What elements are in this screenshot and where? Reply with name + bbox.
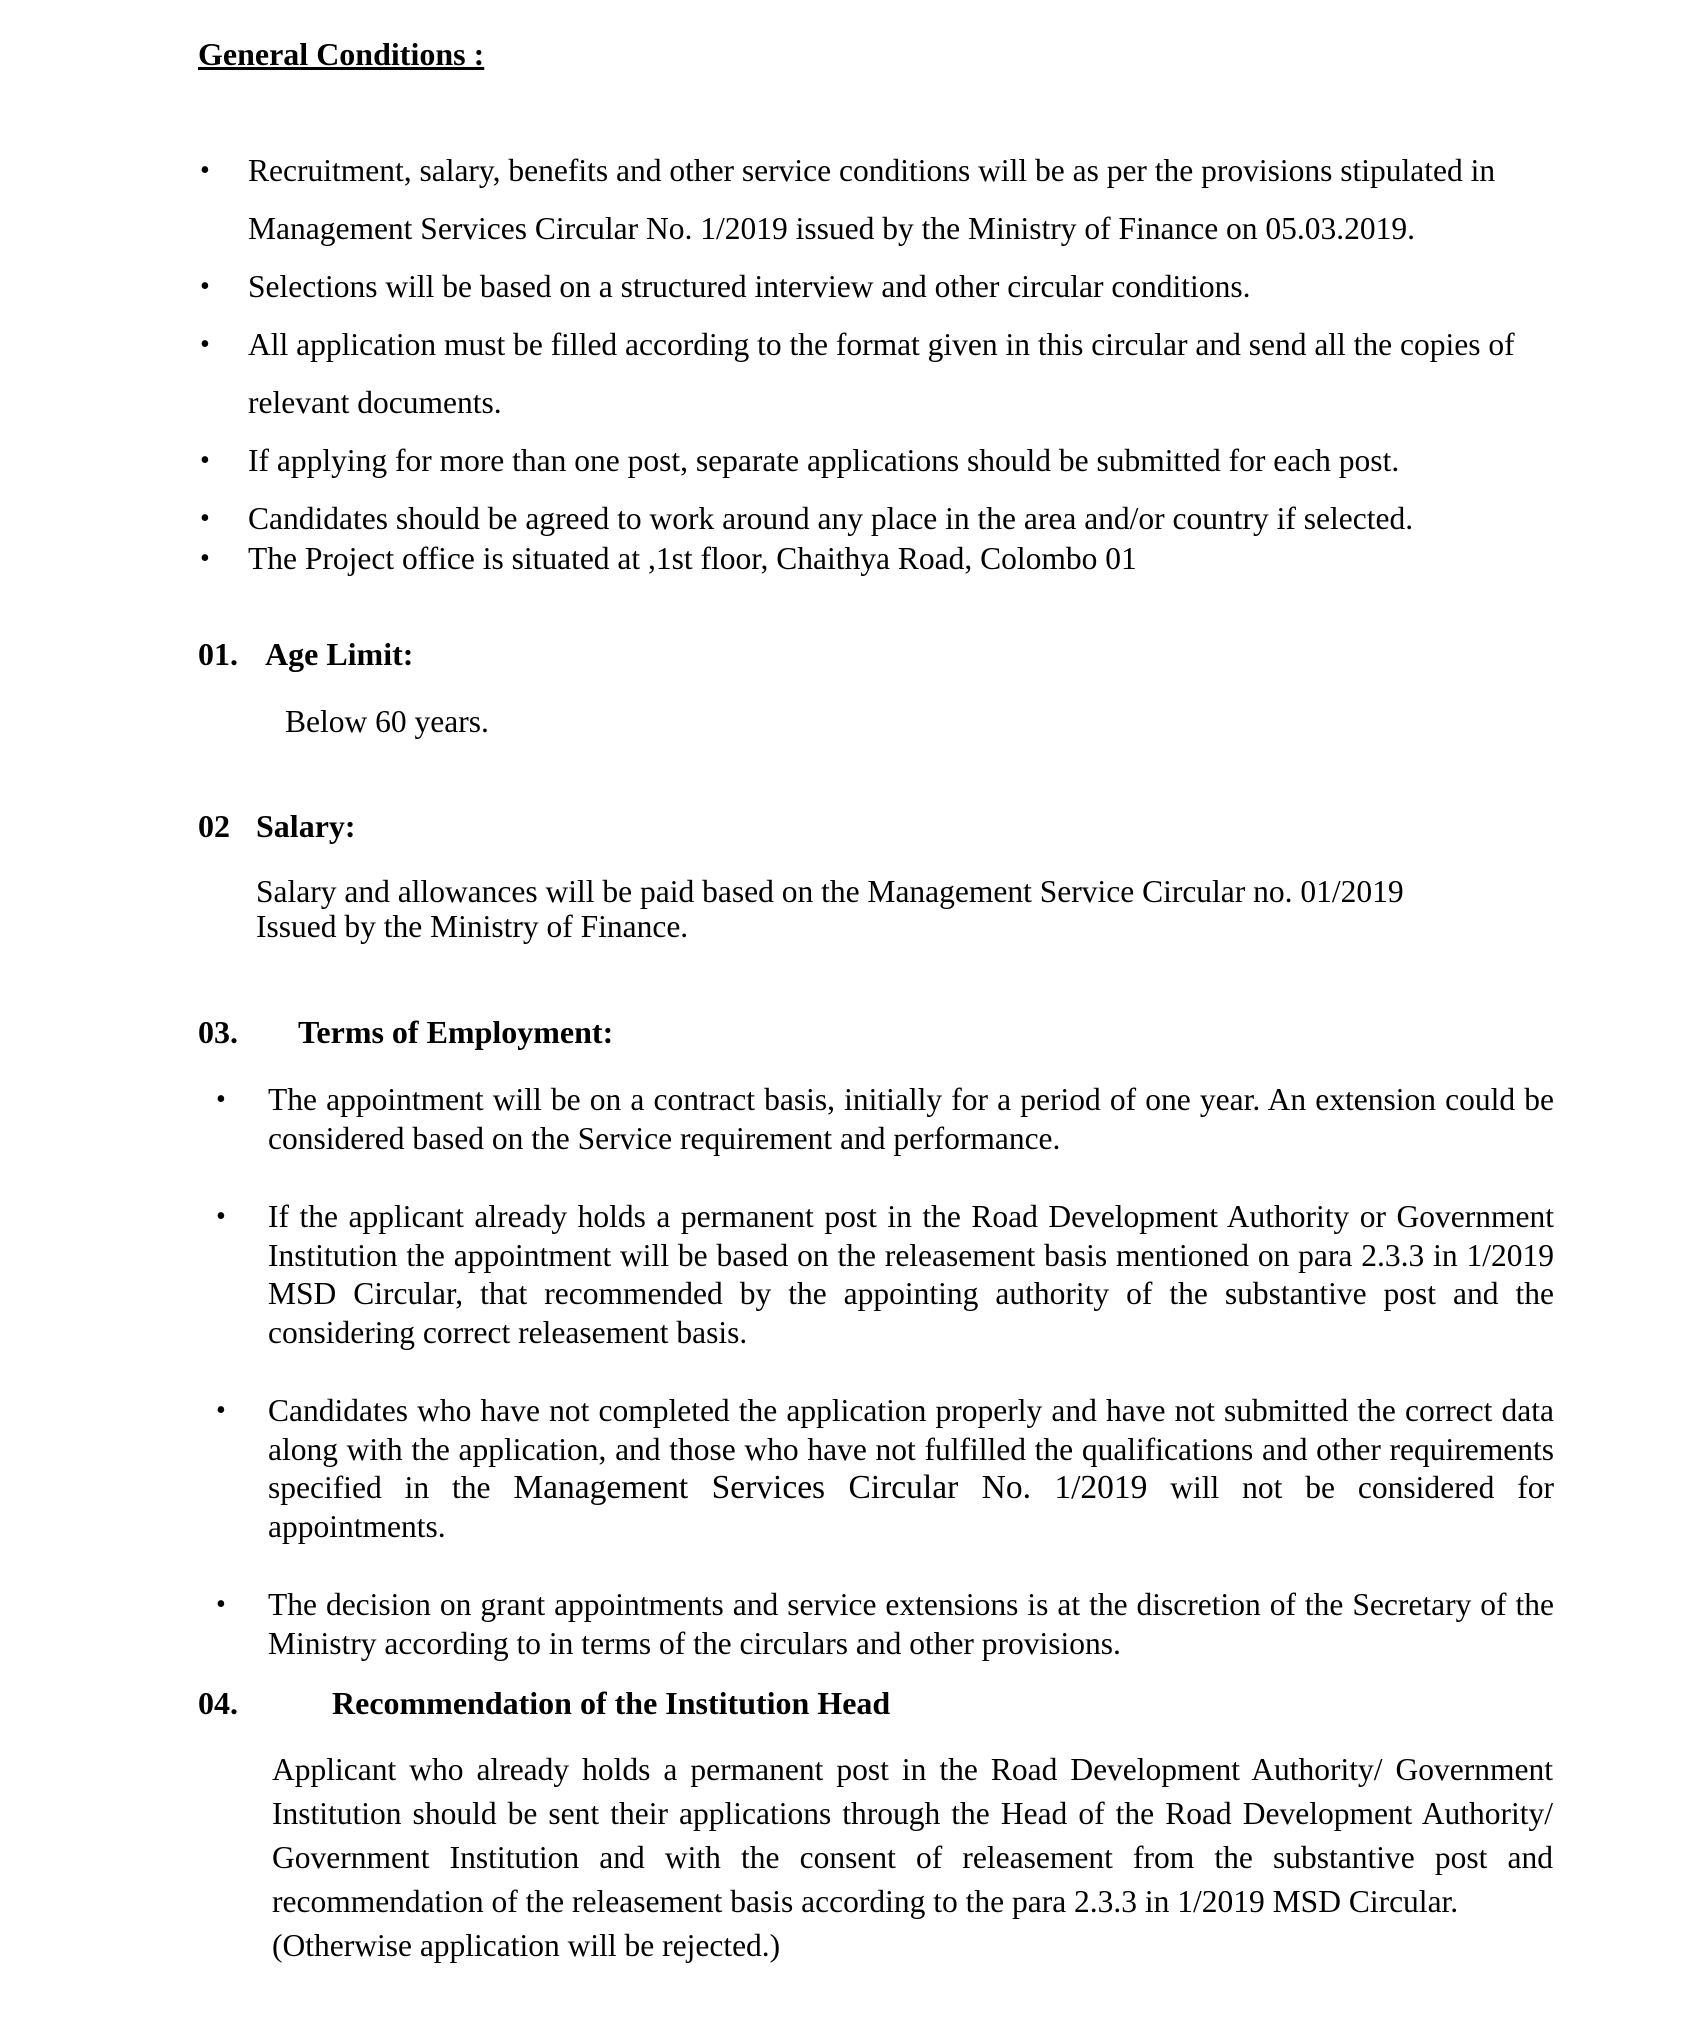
salary-line-1: Salary and allowances will be paid based on the Management Service Circular no. 01/2019 (256, 874, 1404, 909)
list-item-text: All application must be filled according to the format given in this circular and send all the copies of relevant documents. (248, 327, 1515, 420)
list-item-text: will not be considered for appointments. (268, 1470, 1554, 1544)
list-item (200, 432, 1580, 490)
list-item (200, 258, 1580, 316)
list-item (200, 536, 1580, 582)
section-number-age: 01. (198, 636, 238, 672)
list-item-text: The decision on grant appointments and service extensions is at the discretion of the Secretary of the Ministry according to in terms of the circulars and other provisions. (268, 1587, 1554, 1661)
list-item-text: Candidates should be agreed to work around any place in the area and/or country if selected. (248, 501, 1414, 536)
terms-heading: Terms of Employment: (298, 1014, 614, 1050)
list-item-text: Selections will be based on a structured interview and other circular conditions. (248, 269, 1251, 304)
list-item (216, 1081, 1554, 1158)
terms-list (216, 1081, 1554, 1663)
recommendation-text (272, 1748, 1553, 1968)
general-conditions-list (200, 142, 1580, 582)
salary-text (256, 874, 1404, 944)
list-item (216, 1198, 1554, 1352)
list-item (216, 1392, 1554, 1546)
recommendation-note: (Otherwise application will be rejected.) (272, 1928, 781, 1963)
recommendation-body: Applicant who already holds a permanent post in the Road Development Authority/ Government Institution should be sent their applications through the Head of the Road Development Authority/ Government Institution and with the consent of releasement from the substantive post and recommendation of the releasement basis according to the para 2.3.3 in 1/2019 MSD Circular. (272, 1752, 1553, 1919)
list-item-text: The Project office is situated at ,1st floor, Chaithya Road, Colombo 01 (248, 541, 1137, 576)
section-number-recommendation: 04. (198, 1685, 238, 1721)
section-number-salary: 02 (198, 808, 230, 844)
section-number-terms: 03. (198, 1014, 238, 1050)
list-item (200, 316, 1580, 432)
list-item-text: If applying for more than one post, separate applications should be submitted for each post. (248, 443, 1400, 478)
recommendation-heading: Recommendation of the Institution Head (332, 1685, 891, 1721)
general-conditions-heading: General Conditions : (198, 36, 485, 72)
age-limit-text: Below 60 years. (285, 704, 489, 739)
age-limit-heading: Age Limit: (265, 636, 414, 672)
list-item-text: Candidates who have not completed the application properly and have not submitted the correct data along with the application, and those who have not fulfilled the qualifications and other requirements specified in the (268, 1393, 1554, 1505)
salary-heading: Salary: (256, 808, 356, 844)
salary-line-2: Issued by the Ministry of Finance. (256, 909, 689, 944)
list-item-text: If the applicant already holds a permanent post in the Road Development Authority or Government Institution the appointment will be based on the releasement basis mentioned on para 2.3.3 in 1/2019 MSD Circular, that recommended by the appointing authority of the substantive post and the considering correct releasement basis. (268, 1199, 1554, 1350)
circular-reference: Management Services Circular No. 1/2019 (513, 1469, 1148, 1506)
list-item-text: Recruitment, salary, benefits and other service conditions will be as per the provisions stipulated in Management Services Circular No. 1/2019 issued by the Ministry of Finance on 05.03.2019. (248, 153, 1496, 246)
list-item-text: The appointment will be on a contract basis, initially for a period of one year. An extension could be considered based on the Service requirement and performance. (268, 1082, 1554, 1156)
list-item (200, 142, 1580, 258)
list-item (216, 1586, 1554, 1663)
